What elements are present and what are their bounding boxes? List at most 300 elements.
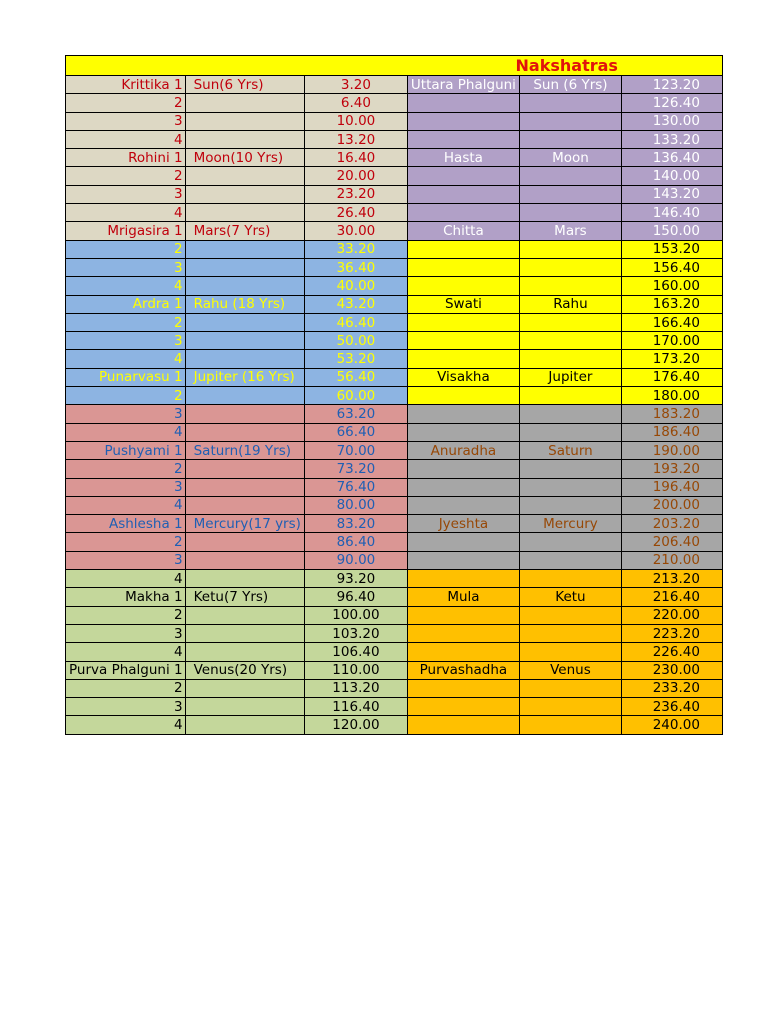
table-row — [66, 222, 723, 240]
degree-cell[interactable]: 6.40 — [304, 94, 407, 112]
pada-number: 4 — [174, 204, 183, 221]
planet-cell[interactable] — [185, 130, 304, 148]
degree-cell[interactable]: 26.40 — [304, 204, 407, 222]
pada-number: 1 — [174, 442, 183, 459]
nakshatra-cell[interactable] — [66, 94, 186, 112]
planet-cell[interactable] — [185, 643, 304, 661]
pada-number: 2 — [174, 314, 183, 331]
nakshatra-cell[interactable] — [66, 277, 186, 295]
table-row — [66, 149, 723, 167]
degree-cell[interactable]: 10.00 — [304, 112, 407, 130]
planet-right-cell[interactable]: Ketu — [519, 588, 621, 606]
degree-cell[interactable]: 20.00 — [304, 167, 407, 185]
nakshatra-cell[interactable] — [66, 368, 186, 386]
pada-number: 2 — [174, 241, 183, 258]
nakshatra-right-cell[interactable] — [407, 258, 519, 276]
degree-right-cell[interactable]: 206.40 — [621, 533, 722, 551]
nakshatra-right-cell[interactable] — [407, 130, 519, 148]
degree-cell[interactable]: 36.40 — [304, 258, 407, 276]
nakshatra-cell[interactable] — [66, 112, 186, 130]
degree-cell[interactable]: 113.20 — [304, 679, 407, 697]
nakshatra-right-cell[interactable]: Jyeshta — [407, 515, 519, 533]
degree-cell[interactable]: 53.20 — [304, 350, 407, 368]
nakshatra-cell[interactable] — [66, 551, 186, 569]
nakshatra-cell[interactable] — [66, 606, 186, 624]
degree-right-cell[interactable]: 123.20 — [621, 76, 722, 94]
degree-cell[interactable]: 106.40 — [304, 643, 407, 661]
planet-cell[interactable]: Mercury(17 yrs) — [185, 515, 304, 533]
planet-cell[interactable] — [185, 405, 304, 423]
planet-right-cell[interactable]: Saturn — [519, 441, 621, 459]
table-row — [66, 679, 723, 697]
pada-number: 4 — [174, 497, 183, 514]
planet-cell[interactable] — [185, 460, 304, 478]
degree-cell[interactable]: 83.20 — [304, 515, 407, 533]
planet-cell[interactable] — [185, 698, 304, 716]
planet-right-cell[interactable] — [519, 478, 621, 496]
degree-right-cell[interactable]: 133.20 — [621, 130, 722, 148]
pada-number: 1 — [174, 588, 183, 605]
nakshatra-right-cell[interactable]: Anuradha — [407, 441, 519, 459]
table-row — [66, 204, 723, 222]
table-row — [66, 716, 723, 734]
nakshatra-right-cell[interactable]: Hasta — [407, 149, 519, 167]
pada-number: 3 — [174, 113, 183, 130]
planet-right-cell[interactable] — [519, 551, 621, 569]
nakshatra-cell[interactable] — [66, 661, 186, 679]
pada-number: 4 — [174, 717, 183, 734]
planet-cell[interactable]: Ketu(7 Yrs) — [185, 588, 304, 606]
degree-cell[interactable]: 110.00 — [304, 661, 407, 679]
nakshatra-cell[interactable] — [66, 588, 186, 606]
nakshatra-right-cell[interactable]: Visakha — [407, 368, 519, 386]
planet-cell[interactable] — [185, 240, 304, 258]
nakshatra-right-cell[interactable] — [407, 423, 519, 441]
planet-right-cell[interactable]: Rahu — [519, 295, 621, 313]
nakshatra-name: Mrigasira — [107, 223, 170, 240]
nakshatra-name: Punarvasu — [99, 369, 170, 386]
nakshatra-cell[interactable] — [66, 496, 186, 514]
table-row — [66, 76, 723, 94]
nakshatra-cell[interactable] — [66, 130, 186, 148]
nakshatra-right-cell[interactable] — [407, 551, 519, 569]
degree-right-cell[interactable]: 143.20 — [621, 185, 722, 203]
planet-right-cell[interactable]: Mars — [519, 222, 621, 240]
table-row — [66, 112, 723, 130]
planet-right-cell[interactable] — [519, 240, 621, 258]
planet-cell[interactable] — [185, 570, 304, 588]
pada-number: 1 — [174, 296, 183, 313]
nakshatra-right-cell[interactable] — [407, 112, 519, 130]
nakshatra-right-cell[interactable] — [407, 350, 519, 368]
degree-right-cell[interactable]: 183.20 — [621, 405, 722, 423]
planet-cell[interactable] — [185, 478, 304, 496]
planet-right-cell[interactable] — [519, 130, 621, 148]
degree-cell[interactable]: 76.40 — [304, 478, 407, 496]
table-row — [66, 606, 723, 624]
pada-number: 3 — [174, 479, 183, 496]
nakshatra-cell[interactable] — [66, 76, 186, 94]
degree-right-cell[interactable]: 220.00 — [621, 606, 722, 624]
pada-number: 1 — [174, 369, 183, 386]
table-row — [66, 368, 723, 386]
nakshatra-cell[interactable] — [66, 643, 186, 661]
planet-cell[interactable] — [185, 551, 304, 569]
planet-right-cell[interactable] — [519, 606, 621, 624]
nakshatra-cell[interactable] — [66, 204, 186, 222]
planet-right-cell[interactable] — [519, 94, 621, 112]
degree-cell[interactable]: 100.00 — [304, 606, 407, 624]
nakshatra-cell[interactable] — [66, 405, 186, 423]
degree-right-cell[interactable]: 140.00 — [621, 167, 722, 185]
planet-right-cell[interactable] — [519, 258, 621, 276]
nakshatra-cell[interactable] — [66, 679, 186, 697]
table-row — [66, 624, 723, 642]
planet-cell[interactable] — [185, 423, 304, 441]
table-row — [66, 643, 723, 661]
planet-right-cell[interactable]: Venus — [519, 661, 621, 679]
nakshatra-table — [65, 55, 723, 735]
pada-number: 4 — [174, 643, 183, 660]
degree-right-cell[interactable]: 213.20 — [621, 570, 722, 588]
table-row — [66, 295, 723, 313]
pada-number: 3 — [174, 259, 183, 276]
pada-number: 1 — [174, 515, 183, 532]
planet-right-cell[interactable] — [519, 277, 621, 295]
degree-cell[interactable]: 3.20 — [304, 76, 407, 94]
degree-right-cell[interactable]: 146.40 — [621, 204, 722, 222]
planet-cell[interactable] — [185, 204, 304, 222]
planet-right-cell[interactable]: Mercury — [519, 515, 621, 533]
table-row — [66, 240, 723, 258]
planet-right-cell[interactable] — [519, 423, 621, 441]
degree-right-cell[interactable]: 170.00 — [621, 332, 722, 350]
nakshatra-right-cell[interactable] — [407, 570, 519, 588]
degree-right-cell[interactable]: 166.40 — [621, 313, 722, 331]
nakshatra-right-cell[interactable]: Chitta — [407, 222, 519, 240]
pada-number: 1 — [174, 223, 183, 240]
degree-right-cell[interactable]: 193.20 — [621, 460, 722, 478]
nakshatra-cell[interactable] — [66, 185, 186, 203]
planet-cell[interactable] — [185, 94, 304, 112]
planet-right-cell[interactable] — [519, 332, 621, 350]
planet-cell[interactable] — [185, 313, 304, 331]
table-row — [66, 588, 723, 606]
nakshatra-right-cell[interactable]: Mula — [407, 588, 519, 606]
planet-right-cell[interactable] — [519, 496, 621, 514]
nakshatra-name: Pushyami — [104, 442, 170, 459]
pada-number: 2 — [174, 460, 183, 477]
degree-cell[interactable]: 60.00 — [304, 387, 407, 405]
planet-right-cell[interactable] — [519, 350, 621, 368]
degree-right-cell[interactable]: 186.40 — [621, 423, 722, 441]
table-row — [66, 496, 723, 514]
degree-cell[interactable]: 120.00 — [304, 716, 407, 734]
planet-right-cell[interactable] — [519, 112, 621, 130]
planet-right-cell[interactable] — [519, 167, 621, 185]
planet-right-cell[interactable]: Sun (6 Yrs) — [519, 76, 621, 94]
pada-number: 3 — [174, 332, 183, 349]
planet-cell[interactable] — [185, 185, 304, 203]
pada-number: 4 — [174, 570, 183, 587]
table-row — [66, 313, 723, 331]
table-row — [66, 533, 723, 551]
nakshatra-right-cell[interactable] — [407, 332, 519, 350]
planet-cell[interactable] — [185, 716, 304, 734]
planet-right-cell[interactable]: Moon — [519, 149, 621, 167]
degree-cell[interactable]: 43.20 — [304, 295, 407, 313]
nakshatra-right-cell[interactable]: Swati — [407, 295, 519, 313]
planet-cell[interactable] — [185, 112, 304, 130]
degree-cell[interactable]: 50.00 — [304, 332, 407, 350]
table-row — [66, 277, 723, 295]
degree-right-cell[interactable]: 160.00 — [621, 277, 722, 295]
planet-cell[interactable] — [185, 277, 304, 295]
planet-cell[interactable] — [185, 606, 304, 624]
degree-cell[interactable]: 16.40 — [304, 149, 407, 167]
table-row — [66, 423, 723, 441]
planet-right-cell[interactable]: Jupiter — [519, 368, 621, 386]
nakshatra-right-cell[interactable] — [407, 277, 519, 295]
pada-number: 2 — [174, 680, 183, 697]
nakshatra-right-cell[interactable] — [407, 94, 519, 112]
nakshatra-right-cell[interactable]: Purvashadha — [407, 661, 519, 679]
nakshatra-name: Ardra — [132, 296, 170, 313]
nakshatra-cell[interactable] — [66, 460, 186, 478]
degree-cell[interactable]: 86.40 — [304, 533, 407, 551]
sheet-title: Nakshatras — [66, 56, 723, 76]
nakshatra-right-cell[interactable] — [407, 606, 519, 624]
nakshatra-cell[interactable] — [66, 313, 186, 331]
table-row — [66, 387, 723, 405]
pada-number: 3 — [174, 552, 183, 569]
planet-cell[interactable] — [185, 679, 304, 697]
degree-cell[interactable]: 96.40 — [304, 588, 407, 606]
table-row — [66, 515, 723, 533]
degree-cell[interactable]: 40.00 — [304, 277, 407, 295]
table-row — [66, 478, 723, 496]
pada-number: 4 — [174, 424, 183, 441]
degree-cell[interactable]: 93.20 — [304, 570, 407, 588]
degree-cell[interactable]: 56.40 — [304, 368, 407, 386]
planet-right-cell[interactable] — [519, 185, 621, 203]
nakshatra-cell[interactable] — [66, 350, 186, 368]
pada-number: 1 — [174, 662, 183, 679]
planet-right-cell[interactable] — [519, 570, 621, 588]
planet-cell[interactable] — [185, 350, 304, 368]
degree-cell[interactable]: 46.40 — [304, 313, 407, 331]
planet-cell[interactable]: Jupiter (16 Yrs) — [185, 368, 304, 386]
degree-right-cell[interactable]: 130.00 — [621, 112, 722, 130]
planet-right-cell[interactable] — [519, 204, 621, 222]
pada-number: 2 — [174, 607, 183, 624]
degree-right-cell[interactable]: 233.20 — [621, 679, 722, 697]
planet-cell[interactable]: Rahu (18 Yrs) — [185, 295, 304, 313]
degree-right-cell[interactable]: 176.40 — [621, 368, 722, 386]
planet-cell[interactable]: Moon(10 Yrs) — [185, 149, 304, 167]
degree-right-cell[interactable]: 200.00 — [621, 496, 722, 514]
degree-right-cell[interactable]: 236.40 — [621, 698, 722, 716]
degree-cell[interactable]: 66.40 — [304, 423, 407, 441]
degree-right-cell[interactable]: 173.20 — [621, 350, 722, 368]
pada-number: 2 — [174, 94, 183, 111]
pada-number: 3 — [174, 405, 183, 422]
degree-cell[interactable]: 73.20 — [304, 460, 407, 478]
nakshatra-cell[interactable] — [66, 441, 186, 459]
planet-cell[interactable] — [185, 387, 304, 405]
nakshatra-right-cell[interactable] — [407, 313, 519, 331]
nakshatra-name: Makha — [125, 588, 170, 605]
nakshatra-cell[interactable] — [66, 222, 186, 240]
nakshatra-cell[interactable] — [66, 478, 186, 496]
degree-right-cell[interactable]: 126.40 — [621, 94, 722, 112]
pada-number: 2 — [174, 387, 183, 404]
nakshatra-right-cell[interactable] — [407, 460, 519, 478]
degree-right-cell[interactable]: 153.20 — [621, 240, 722, 258]
pada-number: 3 — [174, 186, 183, 203]
nakshatra-cell[interactable] — [66, 515, 186, 533]
nakshatra-cell[interactable] — [66, 387, 186, 405]
planet-right-cell[interactable] — [519, 387, 621, 405]
nakshatra-right-cell[interactable] — [407, 716, 519, 734]
nakshatra-name: Ashlesha — [108, 515, 170, 532]
nakshatra-cell[interactable] — [66, 624, 186, 642]
table-row — [66, 350, 723, 368]
planet-right-cell[interactable] — [519, 716, 621, 734]
nakshatra-cell[interactable] — [66, 423, 186, 441]
degree-right-cell[interactable]: 230.00 — [621, 661, 722, 679]
degree-right-cell[interactable]: 210.00 — [621, 551, 722, 569]
nakshatra-right-cell[interactable] — [407, 624, 519, 642]
nakshatra-right-cell[interactable] — [407, 496, 519, 514]
nakshatra-cell[interactable] — [66, 167, 186, 185]
degree-right-cell[interactable]: 150.00 — [621, 222, 722, 240]
planet-right-cell[interactable] — [519, 643, 621, 661]
pada-number: 4 — [174, 351, 183, 368]
nakshatra-right-cell[interactable] — [407, 533, 519, 551]
table-row — [66, 570, 723, 588]
planet-cell[interactable]: Venus(20 Yrs) — [185, 661, 304, 679]
table-row — [66, 332, 723, 350]
degree-cell[interactable]: 23.20 — [304, 185, 407, 203]
pada-number: 4 — [174, 277, 183, 294]
table-row — [66, 167, 723, 185]
nakshatra-cell[interactable] — [66, 332, 186, 350]
table-row — [66, 441, 723, 459]
nakshatra-cell[interactable] — [66, 698, 186, 716]
planet-cell[interactable]: Sun(6 Yrs) — [185, 76, 304, 94]
degree-cell[interactable]: 30.00 — [304, 222, 407, 240]
nakshatra-name: Rohini — [128, 149, 170, 166]
nakshatra-right-cell[interactable]: Uttara Phalguni — [407, 76, 519, 94]
planet-right-cell[interactable] — [519, 679, 621, 697]
table-row — [66, 661, 723, 679]
table-row — [66, 551, 723, 569]
pada-number: 3 — [174, 698, 183, 715]
degree-cell[interactable]: 63.20 — [304, 405, 407, 423]
degree-right-cell[interactable]: 190.00 — [621, 441, 722, 459]
nakshatra-right-cell[interactable] — [407, 405, 519, 423]
nakshatra-right-cell[interactable] — [407, 643, 519, 661]
planet-right-cell[interactable] — [519, 405, 621, 423]
planet-cell[interactable] — [185, 167, 304, 185]
planet-right-cell[interactable] — [519, 313, 621, 331]
planet-right-cell[interactable] — [519, 698, 621, 716]
pada-number: 3 — [174, 625, 183, 642]
pada-number: 2 — [174, 534, 183, 551]
degree-cell[interactable]: 13.20 — [304, 130, 407, 148]
degree-right-cell[interactable]: 216.40 — [621, 588, 722, 606]
pada-number: 2 — [174, 168, 183, 185]
nakshatra-right-cell[interactable] — [407, 698, 519, 716]
degree-cell[interactable]: 33.20 — [304, 240, 407, 258]
degree-right-cell[interactable]: 223.20 — [621, 624, 722, 642]
table-row — [66, 258, 723, 276]
nakshatra-cell[interactable] — [66, 570, 186, 588]
planet-right-cell[interactable] — [519, 624, 621, 642]
degree-right-cell[interactable]: 226.40 — [621, 643, 722, 661]
nakshatra-cell[interactable] — [66, 295, 186, 313]
nakshatra-right-cell[interactable] — [407, 679, 519, 697]
pada-number: 4 — [174, 131, 183, 148]
nakshatra-cell[interactable] — [66, 149, 186, 167]
nakshatra-right-cell[interactable] — [407, 240, 519, 258]
degree-cell[interactable]: 116.40 — [304, 698, 407, 716]
planet-cell[interactable] — [185, 258, 304, 276]
degree-right-cell[interactable]: 163.20 — [621, 295, 722, 313]
planet-cell[interactable]: Saturn(19 Yrs) — [185, 441, 304, 459]
planet-cell[interactable] — [185, 624, 304, 642]
nakshatra-name: Krittika — [121, 76, 170, 93]
degree-right-cell[interactable]: 180.00 — [621, 387, 722, 405]
nakshatra-cell[interactable] — [66, 533, 186, 551]
table-row — [66, 130, 723, 148]
planet-cell[interactable]: Mars(7 Yrs) — [185, 222, 304, 240]
degree-cell[interactable]: 90.00 — [304, 551, 407, 569]
table-row — [66, 94, 723, 112]
nakshatra-right-cell[interactable] — [407, 478, 519, 496]
pada-number: 1 — [174, 76, 183, 93]
nakshatra-right-cell[interactable] — [407, 204, 519, 222]
planet-cell[interactable] — [185, 533, 304, 551]
nakshatra-cell[interactable] — [66, 240, 186, 258]
nakshatra-name: Purva Phalguni — [69, 662, 170, 679]
nakshatra-right-cell[interactable] — [407, 185, 519, 203]
degree-right-cell[interactable]: 203.20 — [621, 515, 722, 533]
table-row — [66, 698, 723, 716]
nakshatra-right-cell[interactable] — [407, 387, 519, 405]
degree-right-cell[interactable]: 240.00 — [621, 716, 722, 734]
planet-cell[interactable] — [185, 332, 304, 350]
title-row — [66, 56, 723, 76]
degree-cell[interactable]: 103.20 — [304, 624, 407, 642]
planet-right-cell[interactable] — [519, 460, 621, 478]
degree-right-cell[interactable]: 156.40 — [621, 258, 722, 276]
nakshatra-cell[interactable] — [66, 258, 186, 276]
nakshatra-cell[interactable] — [66, 716, 186, 734]
table-row — [66, 405, 723, 423]
planet-right-cell[interactable] — [519, 533, 621, 551]
table-row — [66, 185, 723, 203]
degree-cell[interactable]: 70.00 — [304, 441, 407, 459]
degree-right-cell[interactable]: 196.40 — [621, 478, 722, 496]
planet-cell[interactable] — [185, 496, 304, 514]
degree-cell[interactable]: 80.00 — [304, 496, 407, 514]
table-row — [66, 460, 723, 478]
nakshatra-right-cell[interactable] — [407, 167, 519, 185]
pada-number: 1 — [174, 149, 183, 166]
degree-right-cell[interactable]: 136.40 — [621, 149, 722, 167]
